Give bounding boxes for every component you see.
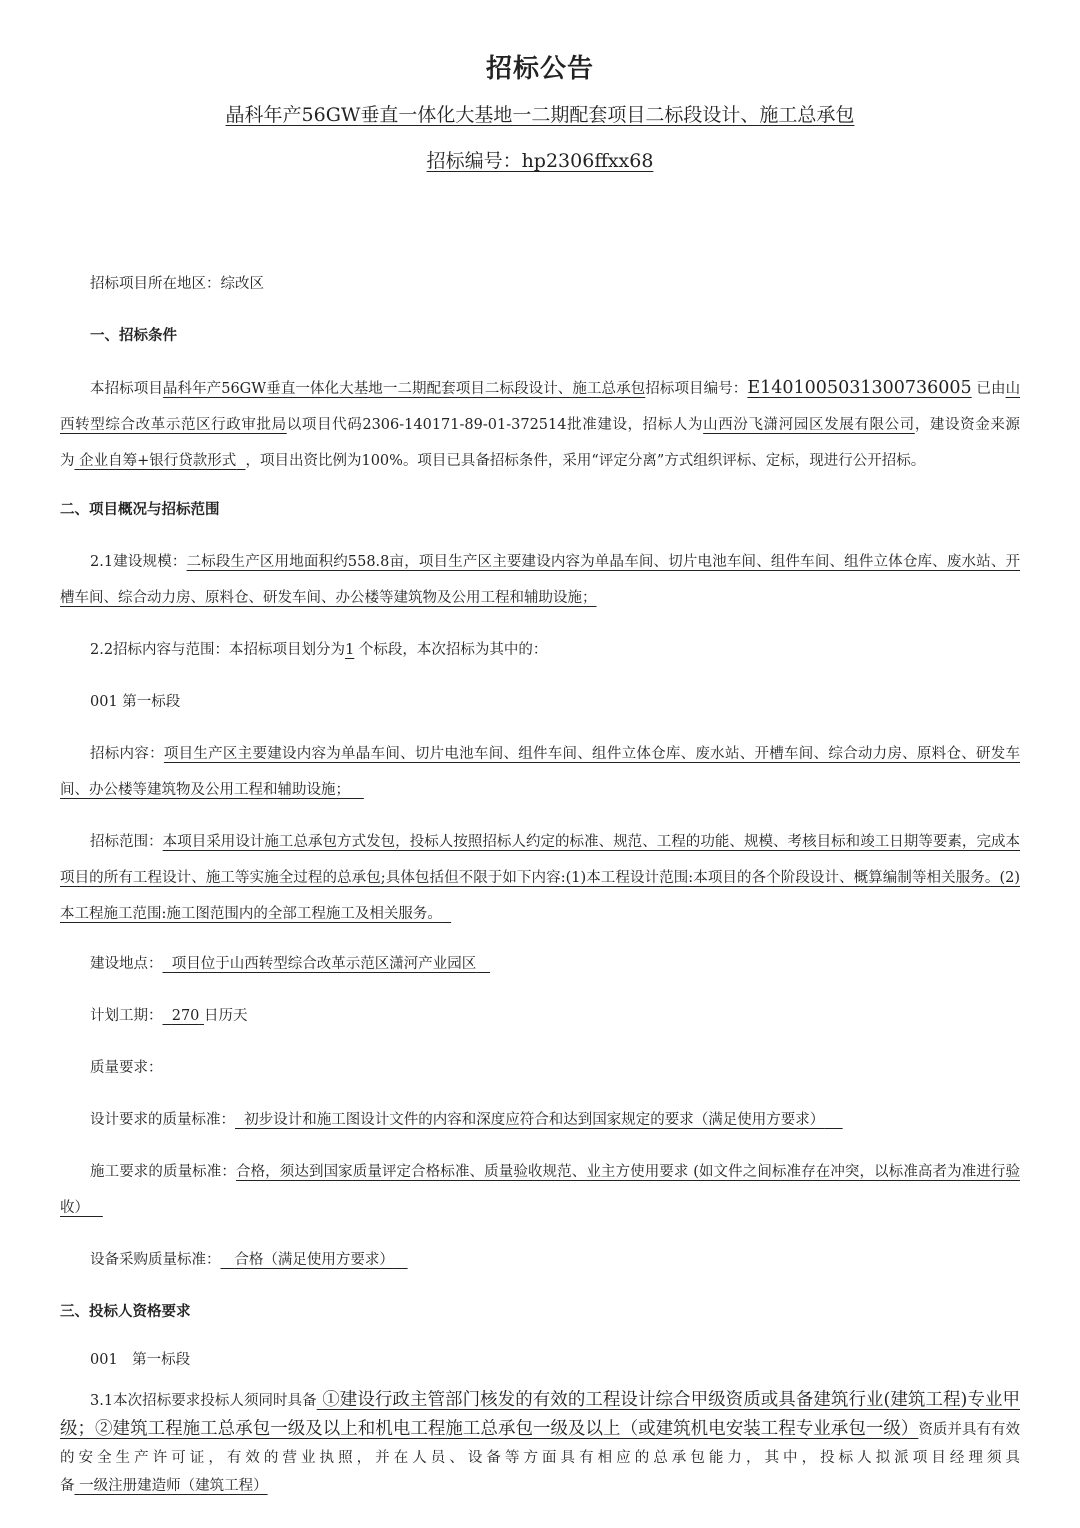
design-quality-text: 初步设计和施工图设计文件的内容和深度应符合和达到国家规定的要求（满足使用方要求） bbox=[244, 1112, 825, 1128]
section-1-paragraph: 本招标项目晶科年产56GW垂直一体化大基地一二期配套项目二标段设计、施工总承包招标项目编号：E1401005031300736005 已由山西转型综合改革示范区行政审批局以项目代码2306-140171-89-01-372514批准建设，招标人为山西汾飞潇河园区发展有限公司，建设资金来源为 企业自筹+银行贷款形式 ，项目出资比例为100%。项目已具备招标条件，采用“评定分离”方式组织评标、定标，现进行公开招标。 bbox=[60, 378, 1021, 469]
bid-content: 招标内容：项目生产区主要建设内容为单晶车间、切片电池车间、组件车间、组件立体仓库、废水站、开槽车间、综合动力房、原料仓、研发车间、办公楼等建筑物及公用工程和辅助设施； bbox=[60, 746, 1021, 798]
qualification-text: ①建设行政主管部门核发的有效的工程设计综合甲级资质或具备建筑行业(建筑工程)专业甲级；②建筑工程施工总承包一级及以上和机电工程施工总承包一级及以上（或建筑机电安装工程专业承包一级） bbox=[60, 1390, 1020, 1439]
manager-qualification: 一级注册建造师（建筑工程） bbox=[79, 1478, 268, 1494]
construction-quality: 施工要求的质量标准：合格，须达到国家质量评定合格标准、质量验收规范、业主方使用要求 (如文件之间标准存在冲突，以标准高者为准进行验收） bbox=[60, 1164, 1021, 1216]
lot-count: 1 bbox=[345, 642, 355, 658]
approval-code: 2306-140171-89-01-372514 bbox=[362, 417, 567, 433]
project-name-line bbox=[0, 100, 1080, 127]
equipment-quality-text: 合格（满足使用方要求） bbox=[234, 1252, 394, 1268]
equipment-quality: 设备采购质量标准： 合格（满足使用方要求） bbox=[60, 1242, 1050, 1278]
planned-duration: 计划工期： 270 日历天 bbox=[90, 1008, 248, 1024]
project-code: E1401005031300736005 bbox=[747, 378, 972, 398]
project-name-ref: 晶科年产56GW垂直一体化大基地一二期配套项目二标段设计、施工总承包 bbox=[162, 381, 646, 397]
section-1-heading: 一、招标条件 bbox=[90, 327, 177, 344]
construction-site: 建设地点： 项目位于山西转型综合改革示范区潇河产业园区 bbox=[60, 946, 1050, 982]
section-2-heading: 二、项目概况与招标范围 bbox=[60, 501, 220, 518]
project-name: 晶科年产56GW垂直一体化大基地一二期配套项目二标段设计、施工总承包 bbox=[225, 104, 855, 126]
construction-scale: 2.1建设规模：二标段生产区用地面积约558.8亩，项目生产区主要建设内容为单晶车间、切片电池车间、组件车间、组件立体仓库、废水站、开槽车间、综合动力房、原料仓、研发车间、办公楼等建筑物及公用工程和辅助设施； bbox=[60, 554, 1020, 606]
lot-label: 001 第一标段 bbox=[90, 694, 181, 710]
construction-site-text: 项目位于山西转型综合改革示范区潇河产业园区 bbox=[171, 956, 477, 972]
bid-scope-text: 本项目采用设计施工总承包方式发包，投标人按照招标人约定的标准、规范、工程的功能、规模、考核目标和竣工日期等要素，完成本项目的所有工程设计、施工等实施全过程的总承包;具体包括但不限于如下内容:(1)本工程设计范围:本项目的各个阶段设计、概算编制等相关服务。(2)本工程施工范围:施工图范围内的全部工程施工及相关服务。 bbox=[60, 834, 1021, 922]
page-title: 招标公告 bbox=[485, 54, 594, 84]
tenderer-name: 山西汾飞潇河园区发展有限公司 bbox=[703, 417, 915, 433]
construction-scale-text: 二标段生产区用地面积约558.8亩，项目生产区主要建设内容为单晶车间、切片电池车间、组件车间、组件立体仓库、废水站、开槽车间、综合动力房、原料仓、研发车间、办公楼等建筑物及公用工程和辅助设施； bbox=[60, 554, 1020, 606]
duration-days: 270 bbox=[171, 1008, 200, 1024]
bid-range: 2.2招标内容与范围：本招标项目划分为1 个标段，本次招标为其中的： bbox=[90, 642, 548, 658]
construction-quality-text: 合格，须达到国家质量评定合格标准、质量验收规范、业主方使用要求 (如文件之间标准存在冲突，以标准高者为准进行验收） bbox=[60, 1164, 1021, 1216]
tender-code: 招标编号：hp2306ffxx68 bbox=[426, 150, 654, 172]
region-line: 招标项目所在地区：综改区 bbox=[90, 276, 264, 292]
fund-source: 企业自筹+银行贷款形式 bbox=[79, 453, 237, 469]
tender-code-line bbox=[0, 146, 1080, 173]
design-quality: 设计要求的质量标准： 初步设计和施工图设计文件的内容和深度应符合和达到国家规定的要求（满足使用方要求） bbox=[60, 1102, 1050, 1138]
section-3-heading: 三、投标人资格要求 bbox=[60, 1303, 191, 1320]
bid-content-text: 项目生产区主要建设内容为单晶车间、切片电池车间、组件车间、组件立体仓库、废水站、开槽车间、综合动力房、原料仓、研发车间、办公楼等建筑物及公用工程和辅助设施； bbox=[60, 746, 1021, 798]
approval-authority: 山西转型综合改革示范区行政审批局 bbox=[60, 381, 1021, 433]
lot-label-2: 001 第一标段 bbox=[90, 1352, 191, 1368]
qualification-requirement: 3.1本次招标要求投标人须同时具备 ①建设行政主管部门核发的有效的工程设计综合甲级资质或具备建筑行业(建筑工程)专业甲级；②建筑工程施工总承包一级及以上和机电工程施工总承包一级及以上（或建筑机电安装工程专业承包一级）资质并具有有效的安全生产许可证，有效的营业执照，并在人员、设备等方面具有相应的总承包能力，其中，投标人拟派项目经理须具备 一级注册建造师（建筑工程） bbox=[60, 1390, 1020, 1494]
quality-requirement: 质量要求： bbox=[90, 1060, 163, 1076]
bid-scope: 招标范围：本项目采用设计施工总承包方式发包，投标人按照招标人约定的标准、规范、工程的功能、规模、考核目标和竣工日期等要素，完成本项目的所有工程设计、施工等实施全过程的总承包;具体包括但不限于如下内容:(1)本工程设计范围:本项目的各个阶段设计、概算编制等相关服务。(2)本工程施工范围:施工图范围内的全部工程施工及相关服务。 bbox=[60, 834, 1021, 922]
